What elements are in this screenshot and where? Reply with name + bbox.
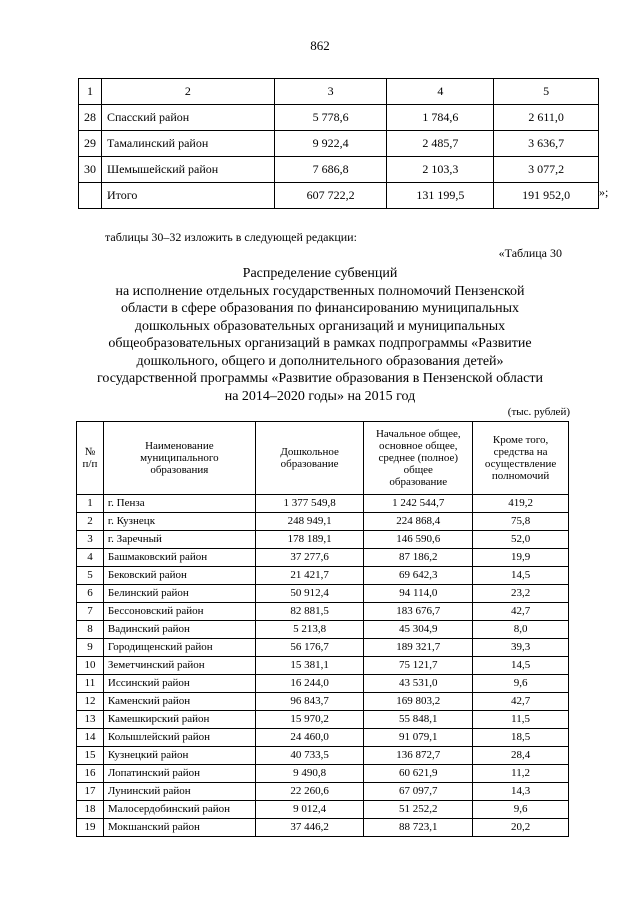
- municipality-name: Мокшанский район: [103, 819, 255, 837]
- table-row: [77, 639, 569, 657]
- preschool-value: 82 881,5: [255, 603, 364, 621]
- municipality-name: г. Заречный: [103, 531, 255, 549]
- municipality-name: Лунинский район: [103, 783, 255, 801]
- table-row: [79, 131, 599, 157]
- continued-table: [78, 78, 599, 209]
- column-number-row: [79, 79, 599, 105]
- table-row: [77, 495, 569, 513]
- preschool-value: 96 843,7: [255, 693, 364, 711]
- additional-value: 8,0: [473, 621, 569, 639]
- table-row: [77, 747, 569, 765]
- general-value: 1 242 544,7: [364, 495, 473, 513]
- general-value: 69 642,3: [364, 567, 473, 585]
- table-row: [77, 693, 569, 711]
- title-line: государственной программы «Развитие образования в Пензенской области: [97, 371, 543, 386]
- municipality-name: Башмаковский район: [103, 549, 255, 567]
- preschool-value: 5 213,8: [255, 621, 364, 639]
- additional-value: 42,7: [473, 603, 569, 621]
- municipality-name: Каменский район: [103, 693, 255, 711]
- additional-value: 14,5: [473, 657, 569, 675]
- table-row: [77, 585, 569, 603]
- additional-value: 11,5: [473, 711, 569, 729]
- title-line: области в сфере образования по финансированию муниципальных: [120, 301, 520, 316]
- table-row: [77, 513, 569, 531]
- column-number: 3: [274, 79, 387, 105]
- additional-value: 14,5: [473, 567, 569, 585]
- additional-value: 9,6: [473, 675, 569, 693]
- general-value: 55 848,1: [364, 711, 473, 729]
- title-line: дошкольных образовательных организаций и муниципальных: [134, 318, 506, 334]
- table-row: [79, 105, 599, 131]
- municipality-name: Колышлейский район: [103, 729, 255, 747]
- header-preschool: Дошкольное образование: [255, 422, 364, 495]
- general-value: 94 114,0: [364, 585, 473, 603]
- value-col3: 607 722,2: [274, 183, 387, 209]
- table-title: [70, 265, 570, 405]
- row-number: 12: [77, 693, 104, 711]
- additional-value: 42,7: [473, 693, 569, 711]
- title-line: общеобразовательных организаций в рамках подпрограммы «Развитие: [108, 336, 532, 351]
- municipality-name: Городищенский район: [103, 639, 255, 657]
- municipality-name: Малосердобинский район: [103, 801, 255, 819]
- preschool-value: 9 012,4: [255, 801, 364, 819]
- table-row: [77, 783, 569, 801]
- general-value: 146 590,6: [364, 531, 473, 549]
- municipality-name: Иссинский район: [103, 675, 255, 693]
- general-value: 45 304,9: [364, 621, 473, 639]
- value-col5: 3 077,2: [494, 157, 599, 183]
- municipality-name: Бессоновский район: [103, 603, 255, 621]
- general-value: 88 723,1: [364, 819, 473, 837]
- row-number: 5: [77, 567, 104, 585]
- page-number: 862: [310, 38, 330, 53]
- row-number: 29: [79, 131, 102, 157]
- additional-value: 9,6: [473, 801, 569, 819]
- preschool-value: 40 733,5: [255, 747, 364, 765]
- additional-value: 39,3: [473, 639, 569, 657]
- general-value: 224 868,4: [364, 513, 473, 531]
- row-number: 1: [77, 495, 104, 513]
- units-label: (тыс. рублей): [507, 406, 570, 418]
- title-line: на исполнение отдельных государственных полномочий Пензенской: [115, 283, 525, 299]
- additional-value: 28,4: [473, 747, 569, 765]
- additional-value: 23,2: [473, 585, 569, 603]
- table-row: [77, 657, 569, 675]
- municipality-name: г. Кузнецк: [103, 513, 255, 531]
- additional-value: 20,2: [473, 819, 569, 837]
- row-number: 28: [79, 105, 102, 131]
- preschool-value: 56 176,7: [255, 639, 364, 657]
- additional-value: 11,2: [473, 765, 569, 783]
- municipality-name: Белинский район: [103, 585, 255, 603]
- row-number: 17: [77, 783, 104, 801]
- value-col4: 2 485,7: [387, 131, 494, 157]
- table-row: [77, 621, 569, 639]
- preschool-value: 37 277,6: [255, 549, 364, 567]
- row-number: [79, 183, 102, 209]
- title-line: дошкольного, общего и дополнительного образования детей»: [136, 353, 504, 369]
- row-number: 18: [77, 801, 104, 819]
- table-row: [77, 801, 569, 819]
- value-col4: 131 199,5: [387, 183, 494, 209]
- preschool-value: 9 490,8: [255, 765, 364, 783]
- table-row: [77, 549, 569, 567]
- table-row: [77, 765, 569, 783]
- row-number: 11: [77, 675, 104, 693]
- preschool-value: 15 970,2: [255, 711, 364, 729]
- additional-value: 14,3: [473, 783, 569, 801]
- column-number: 2: [101, 79, 274, 105]
- table-row: [77, 729, 569, 747]
- additional-value: 419,2: [473, 495, 569, 513]
- row-number: 30: [79, 157, 102, 183]
- preschool-value: 24 460,0: [255, 729, 364, 747]
- header-name: Наименование муниципального образования: [103, 422, 255, 495]
- value-col5: 3 636,7: [494, 131, 599, 157]
- row-number: 8: [77, 621, 104, 639]
- preschool-value: 22 260,6: [255, 783, 364, 801]
- row-number: 10: [77, 657, 104, 675]
- general-value: 136 872,7: [364, 747, 473, 765]
- table-row: [77, 603, 569, 621]
- table-row: [77, 531, 569, 549]
- additional-value: 75,8: [473, 513, 569, 531]
- value-col4: 2 103,3: [387, 157, 494, 183]
- general-value: 91 079,1: [364, 729, 473, 747]
- value-col3: 5 778,6: [274, 105, 387, 131]
- value-col3: 7 686,8: [274, 157, 387, 183]
- header-additional: Кроме того, средства на осуществление полномочий: [473, 422, 569, 495]
- preschool-value: 37 446,2: [255, 819, 364, 837]
- municipality-name: Земетчинский район: [103, 657, 255, 675]
- row-number: 3: [77, 531, 104, 549]
- table-row: [77, 567, 569, 585]
- general-value: 189 321,7: [364, 639, 473, 657]
- title-line: Распределение субвенций: [242, 266, 398, 281]
- table-label: «Таблица 30: [498, 246, 562, 260]
- general-value: 169 803,2: [364, 693, 473, 711]
- row-number: 19: [77, 819, 104, 837]
- preschool-value: 1 377 549,8: [255, 495, 364, 513]
- value-col5: 2 611,0: [494, 105, 599, 131]
- closing-quote: »;: [599, 185, 609, 199]
- district-name: Спасский район: [101, 105, 274, 131]
- preschool-value: 178 189,1: [255, 531, 364, 549]
- row-number: 14: [77, 729, 104, 747]
- preschool-value: 15 381,1: [255, 657, 364, 675]
- value-col5: 191 952,0: [494, 183, 599, 209]
- value-col3: 9 922,4: [274, 131, 387, 157]
- district-name: Шемышейский район: [101, 157, 274, 183]
- preschool-value: 21 421,7: [255, 567, 364, 585]
- general-value: 43 531,0: [364, 675, 473, 693]
- subvention-table: [76, 421, 569, 837]
- municipality-name: Лопатинский район: [103, 765, 255, 783]
- additional-value: 18,5: [473, 729, 569, 747]
- general-value: 60 621,9: [364, 765, 473, 783]
- municipality-name: Бековский район: [103, 567, 255, 585]
- municipality-name: г. Пенза: [103, 495, 255, 513]
- municipality-name: Кузнецкий район: [103, 747, 255, 765]
- row-number: 7: [77, 603, 104, 621]
- additional-value: 52,0: [473, 531, 569, 549]
- row-number: 15: [77, 747, 104, 765]
- column-number: 5: [494, 79, 599, 105]
- general-value: 75 121,7: [364, 657, 473, 675]
- title-line: на 2014–2020 годы» на 2015 год: [224, 388, 416, 404]
- table-row: [77, 711, 569, 729]
- header-general: Начальное общее, основное общее, среднее (полное) общее образование: [364, 422, 473, 495]
- preschool-value: 248 949,1: [255, 513, 364, 531]
- general-value: 67 097,7: [364, 783, 473, 801]
- row-number: 6: [77, 585, 104, 603]
- table-row: [79, 157, 599, 183]
- instruction-text: таблицы 30–32 изложить в следующей редакции:: [105, 230, 357, 244]
- preschool-value: 50 912,4: [255, 585, 364, 603]
- municipality-name: Камешкирский район: [103, 711, 255, 729]
- general-value: 183 676,7: [364, 603, 473, 621]
- header-num: № п/п: [77, 422, 104, 495]
- municipality-name: Вадинский район: [103, 621, 255, 639]
- general-value: 87 186,2: [364, 549, 473, 567]
- table-row: [79, 183, 599, 209]
- additional-value: 19,9: [473, 549, 569, 567]
- general-value: 51 252,2: [364, 801, 473, 819]
- row-number: 9: [77, 639, 104, 657]
- value-col4: 1 784,6: [387, 105, 494, 131]
- column-number: 1: [79, 79, 102, 105]
- table-row: [77, 675, 569, 693]
- preschool-value: 16 244,0: [255, 675, 364, 693]
- row-number: 2: [77, 513, 104, 531]
- table-row: [77, 819, 569, 837]
- district-name: Тамалинский район: [101, 131, 274, 157]
- district-name: Итого: [101, 183, 274, 209]
- row-number: 16: [77, 765, 104, 783]
- header-row: [77, 422, 569, 495]
- column-number: 4: [387, 79, 494, 105]
- row-number: 4: [77, 549, 104, 567]
- row-number: 13: [77, 711, 104, 729]
